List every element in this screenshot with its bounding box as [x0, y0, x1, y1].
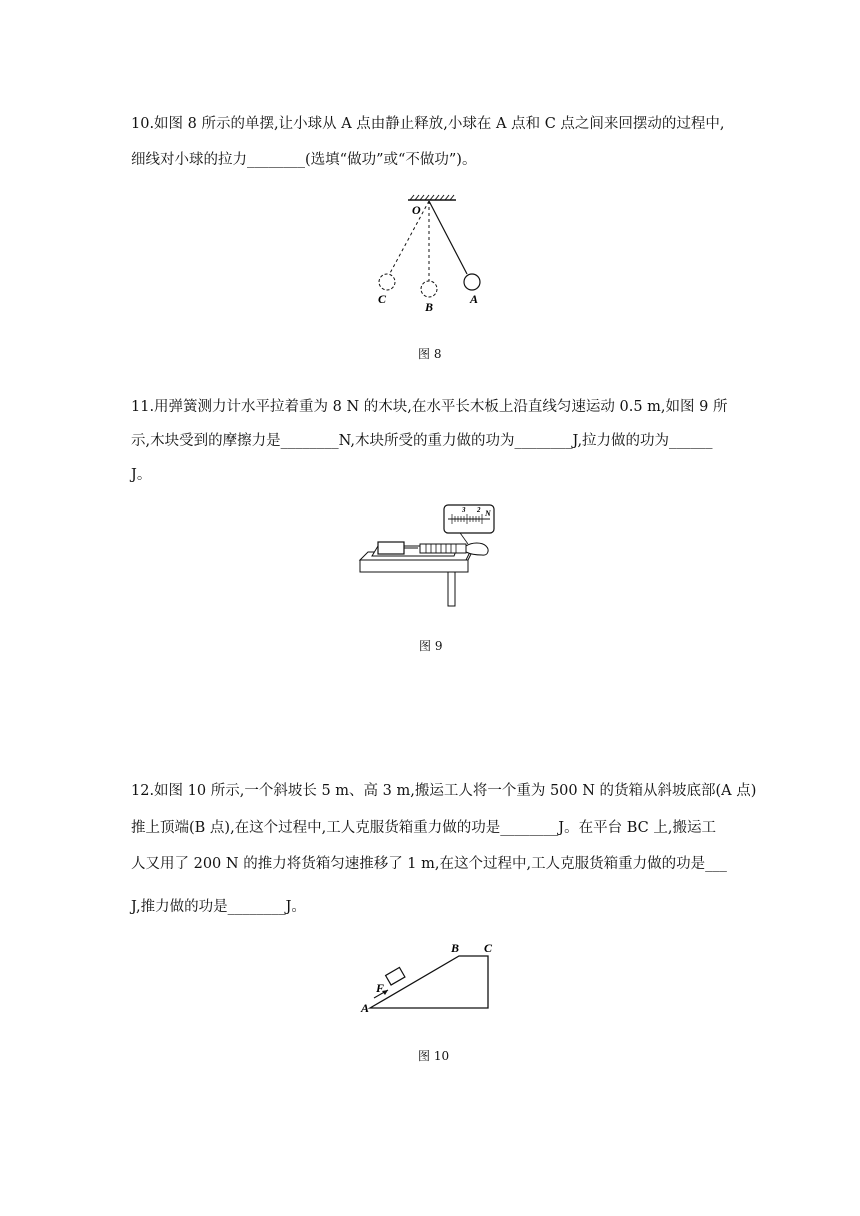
string-c [389, 201, 429, 275]
question-10-line-2: 细线对小球的拉力________(选填“做功”或“不做功”)。 [131, 152, 477, 168]
question-11-line-2: 示,木块受到的摩擦力是________N,木块所受的重力做的功为________J,拉力做的功为______ [131, 433, 713, 449]
question-11-line-3: J。 [131, 467, 152, 483]
question-11-line-1: 11.用弹簧测力计水平拉着重为 8 N 的木块,在水平长木板上沿直线匀速运动 0.5 m,如图 9 所 [131, 399, 728, 415]
hand-icon [466, 543, 488, 555]
label-o: O [412, 203, 421, 217]
ball-c [379, 274, 395, 290]
label-b: B [425, 300, 434, 314]
figure-9-spring-scale [358, 500, 498, 610]
ball-b [421, 281, 437, 297]
spring-scale [420, 544, 466, 553]
question-12-line-1: 12.如图 10 所示,一个斜坡长 5 m、高 3 m,搬运工人将一个重为 500 N 的货箱从斜坡底部(A 点) [131, 783, 757, 799]
question-12-line-4: J,推力做的功是________J。 [131, 899, 306, 915]
gauge-label-n: N [485, 509, 491, 518]
question-10-line-1: 10.如图 8 所示的单摆,让小球从 A 点由静止释放,小球在 A 点和 C 点之间来回摆动的过程中, [131, 116, 725, 132]
string-a [429, 201, 467, 274]
figure-9-caption: 图 9 [419, 639, 443, 653]
question-12-line-3: 人又用了 200 N 的推力将货箱匀速推移了 1 m,在这个过程中,工人克服货箱重力做的功是___ [131, 856, 727, 872]
gauge-label-2: 2 [477, 506, 481, 514]
label-f: F [376, 981, 385, 995]
wooden-block [378, 542, 404, 554]
ball-a [464, 274, 480, 290]
label-b: B [451, 941, 460, 955]
question-12-line-2: 推上顶端(B 点),在这个过程中,工人克服货箱重力做的功是________J。在平台 BC 上,搬运工 [131, 820, 716, 836]
cargo-box [386, 967, 405, 985]
figure-10-incline [360, 936, 510, 1016]
label-a: A [470, 292, 479, 306]
label-a: A [361, 1001, 370, 1015]
label-c: C [484, 941, 493, 955]
label-c: C [378, 292, 387, 306]
figure-10-caption: 图 10 [418, 1049, 450, 1063]
figure-8-caption: 图 8 [418, 347, 442, 361]
figure-8-pendulum [378, 192, 478, 312]
incline-ramp [370, 956, 488, 1008]
gauge-label-3: 3 [462, 506, 466, 514]
